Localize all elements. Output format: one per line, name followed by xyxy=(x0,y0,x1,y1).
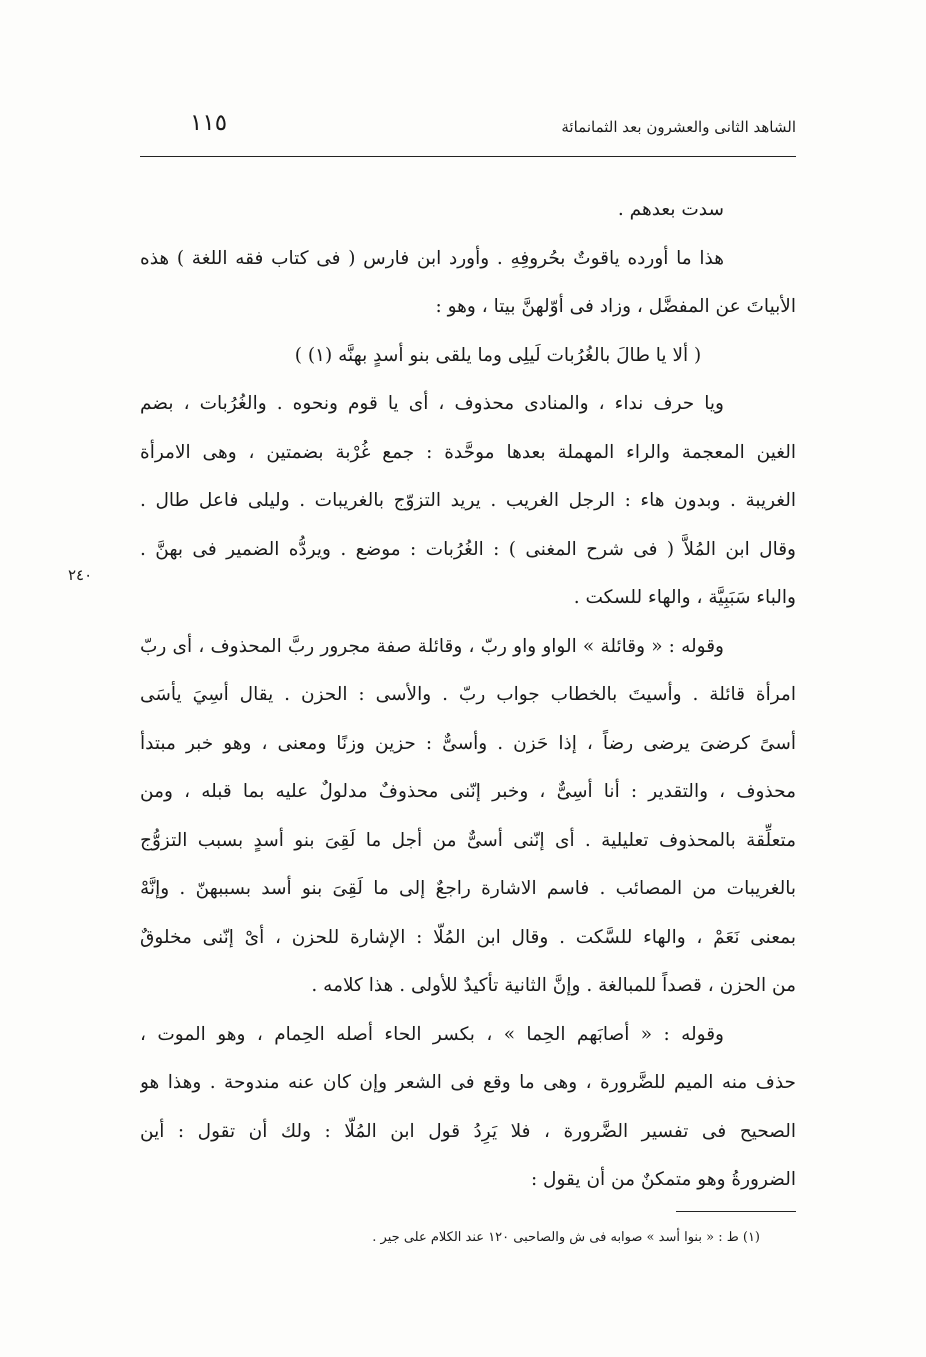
text-line: هذا ما أورده ياقوتٌ بحُروفِهِ . وأورد ابن فارس ( فى كتاب فقه اللغة ) هذه xyxy=(140,247,724,269)
footnote: (١) ط : « بنوا أسد » صوابه فى ش والصاحبى ١٢٠ عند الكلام على جير . xyxy=(372,1230,760,1245)
text-line: بمعنى نَعَمْ ، والهاء للسَّكت . وقال ابن المُلّا : الإشارة للحزن ، أىْ إنّنى مخلوقٌ xyxy=(140,926,796,948)
running-head: الشاهد الثانى والعشرون بعد الثمانمائة xyxy=(561,118,796,136)
body-text xyxy=(140,186,796,1205)
text-line: وقوله : « أصابَهم الحِما » ، بكسر الحاء أصله الحِمام ، وهو الموت ، xyxy=(140,1023,724,1045)
text-line: بالغريبات من المصائب . فاسم الاشارة راجعٌ إلى ما لَقِىَ بنو أسد بسببهنّ . وإنَّهْ xyxy=(140,878,796,899)
text-line: الأبياتَ عن المفضَّل ، وزاد فى أوّلهنَّ بيتا ، وهو : xyxy=(435,296,796,317)
verse-line: ( ألا يا طالَ بالغُرُبات لَيلِى وما يلقى بنو أسدٍ بهنَّه (١) ) xyxy=(294,344,702,366)
text-line: ويا حرف نداء ، والمنادى محذوف ، أى يا قوم ونحوه . والغُرُبات ، بضم xyxy=(140,393,724,414)
text-line: سدت بعدهم . xyxy=(617,199,724,220)
text-line: الضرورةُ وهو متمكنٌ من أن يقول : xyxy=(530,1169,796,1190)
margin-number: ٢٤٠ xyxy=(68,566,93,584)
text-line: امرأة قائلة . وأسيتَ بالخطاب جواب ربّ . والأسى : الحزن . يقال أسِيَ يأسَى xyxy=(140,684,796,705)
text-line: وقوله : « وقائلة » الواو واو ربّ ، وقائلة صفة مجرور ربَّ المحذوف ، أى ربّ xyxy=(140,635,724,657)
text-line: الغين المعجمة والراء المهملة بعدها موحَّدة : جمع غُرْبة بضمتين ، وهى الامرأة xyxy=(140,441,796,463)
text-line: الغريبة . وبدون هاء : الرجل الغريب . يريد التزوّج بالغريبات . وليلى فاعل طال . xyxy=(140,490,796,511)
text-line: الصحيح فى تفسير الضَّرورة ، فلا يَرِدُ قول ابن المُلّا : ولك أن تقول : أين xyxy=(140,1120,796,1142)
page-header xyxy=(140,110,796,142)
text-line: وقال ابن المُلاَّ ( فى شرح المغنى ) : الغُرُبات : موضع . ويردُّه الضمير فى بهنَّ . xyxy=(140,538,796,560)
page-number: ١١٥ xyxy=(190,110,228,136)
text-line: حذف منه الميم للضَّرورة ، وهى ما وقع فى الشعر وإن كان عنه مندوحة . وهذا هو xyxy=(140,1072,796,1093)
text-line: والباء سَبَبِيَّة ، والهاء للسكت . xyxy=(573,587,796,608)
text-line: متعلِّقة بالمحذوف تعليلية . أى إنّنى أسىٌّ من أجل ما لَقِىَ بنو أسدٍ بسبب التزوُّج xyxy=(140,829,796,851)
footnote-rule xyxy=(676,1211,796,1212)
header-rule xyxy=(140,156,796,157)
text-line: محذوف ، والتقدير : أنا أسِىٌّ ، وخبر إنّنى محذوفٌ مدلولٌ عليه بما قبله ، ومن xyxy=(140,781,796,802)
text-line: أسىً كرضىَ يرضى رضاً ، إذا حَزن . وأسىٌّ : حزين وزنًا ومعنى ، وهو خبر مبتدأ xyxy=(140,732,796,754)
text-line: من الحزن ، قصداً للمبالغة . وإنَّ الثانية تأكيدٌ للأولى . هذا كلامه . xyxy=(311,975,796,996)
